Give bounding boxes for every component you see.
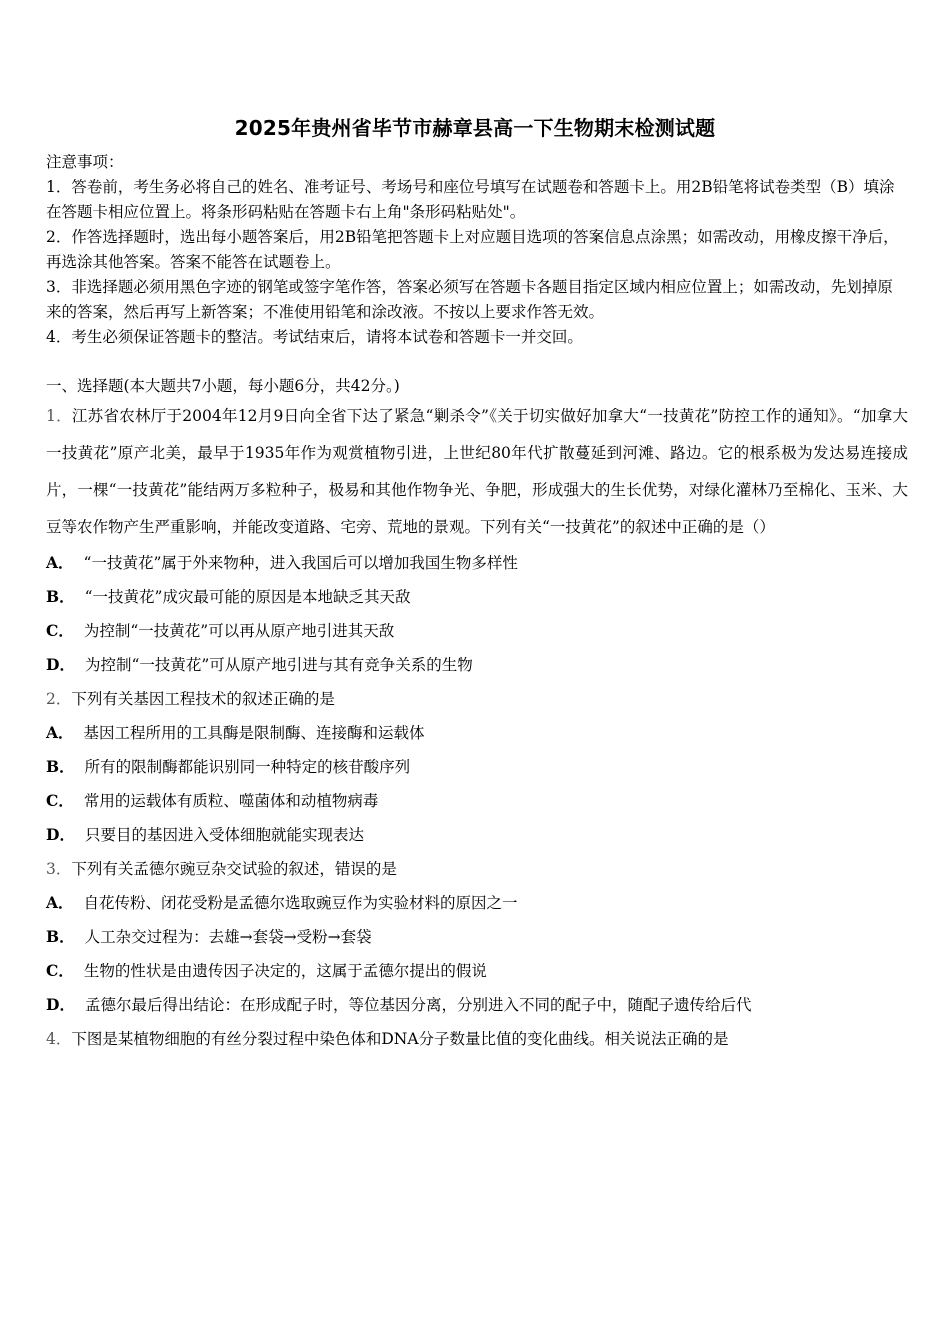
notice-heading: 注意事项： <box>46 153 124 171</box>
question-number: 1． <box>46 407 72 425</box>
option-text: 生物的性状是由遗传因子决定的，这属于孟德尔提出的假说 <box>83 962 487 980</box>
question-text: 下列有关基因工程技术的叙述正确的是 <box>71 690 335 708</box>
page-title: 2025年贵州省毕节市赫章县高一下生物期末检测试题 <box>234 116 716 140</box>
question-2-option-c <box>46 784 908 818</box>
option-letter: C． <box>46 961 74 980</box>
section-heading: 一、选择题(本大题共7小题，每小题6分，共42分。) <box>46 377 400 395</box>
option-text: 自花传粉、闭花受粉是孟德尔选取豌豆作为实验材料的原因之一 <box>83 894 518 912</box>
option-letter: A． <box>46 723 74 742</box>
question-text: 下图是某植物细胞的有丝分裂过程中染色体和DNA分子数量比值的变化曲线。相关说法正确的是 <box>71 1030 729 1048</box>
option-letter: D． <box>46 995 75 1014</box>
question-list <box>46 398 908 1056</box>
question-text: 下列有关孟德尔豌豆杂交试验的叙述，错误的是 <box>71 860 397 878</box>
option-letter: A． <box>46 553 74 572</box>
option-text: 基因工程所用的工具酶是限制酶、连接酶和运载体 <box>83 724 425 742</box>
question-number: 2． <box>46 690 72 708</box>
question-1-option-d <box>46 648 908 682</box>
option-text: 为控制“一技黄花”可以再从原产地引进其天敌 <box>83 622 395 640</box>
option-text: 为控制“一技黄花”可从原产地引进与其有竞争关系的生物 <box>84 656 473 674</box>
option-text: 孟德尔最后得出结论：在形成配子时，等位基因分离，分别进入不同的配子中，随配子遗传给后代 <box>84 996 752 1014</box>
option-letter: A． <box>46 893 74 912</box>
option-letter: C． <box>46 791 74 810</box>
notice-block <box>46 150 908 350</box>
option-text: “一技黄花”成灾最可能的原因是本地缺乏其天敌 <box>84 588 411 606</box>
question-text: 江苏省农林厅于2004年12月9日向全省下达了紧急“剿杀令”《关于切实做好加拿大“一技黄花”防控工作的通知》。“加拿大一技黄花”原产北美，最早于1935年作为观赏植物引进，上世纪80年代扩散蔓延到河滩、路边。它的根系极为发达易连接成片，一棵“一技黄花”能结两万多粒种子，极易和其他作物争光、争肥，形成强大的生长优势，对绿化灌林乃至棉化、玉米、大豆等农作物产生严重影响，并能改变道路、宅旁、荒地的景观。下列有关“一技黄花”的叙述中正确的是（） <box>46 407 908 536</box>
question-1-stem <box>46 398 908 546</box>
option-text: 所有的限制酶都能识别同一种特定的核苷酸序列 <box>84 758 411 776</box>
question-3-option-d <box>46 988 908 1022</box>
notice-item: 1．答卷前，考生务必将自己的姓名、准考证号、考场号和座位号填写在试题卷和答题卡上。用2B铅笔将试卷类型（B）填涂在答题卡相应位置上。将条形码粘贴在答题卡右上角"条形码粘贴处"。 <box>46 178 895 221</box>
option-letter: B． <box>46 757 75 776</box>
question-number: 3． <box>46 860 72 878</box>
question-1-option-c <box>46 614 908 648</box>
question-number: 4． <box>46 1030 72 1048</box>
option-letter: B． <box>46 927 75 946</box>
option-letter: B． <box>46 587 75 606</box>
notice-item: 3．非选择题必须用黑色字迹的钢笔或签字笔作答，答案必须写在答题卡各题目指定区域内相应位置上；如需改动，先划掉原来的答案，然后再写上新答案；不准使用铅笔和涂改液。不按以上要求作答无效。 <box>46 278 893 321</box>
question-3-stem <box>46 852 908 886</box>
question-2-option-d <box>46 818 908 852</box>
question-2-option-b <box>46 750 908 784</box>
option-letter: D． <box>46 825 75 844</box>
option-text: “一技黄花”属于外来物种，进入我国后可以增加我国生物多样性 <box>83 554 518 572</box>
notice-item: 4．考生必须保证答题卡的整洁。考试结束后，请将本试卷和答题卡一并交回。 <box>46 328 583 346</box>
option-text: 只要目的基因进入受体细胞就能实现表达 <box>84 826 364 844</box>
option-text: 人工杂交过程为：去雄→套袋→受粉→套袋 <box>84 928 372 946</box>
question-3-option-c <box>46 954 908 988</box>
option-letter: C． <box>46 621 74 640</box>
question-2-stem <box>46 682 908 716</box>
notice-item: 2．作答选择题时，选出每小题答案后，用2B铅笔把答题卡上对应题目选项的答案信息点涂黑；如需改动，用橡皮擦干净后，再选涂其他答案。答案不能答在试题卷上。 <box>46 228 899 271</box>
question-4-stem <box>46 1022 908 1056</box>
question-1-option-a <box>46 546 908 580</box>
question-3-option-a <box>46 886 908 920</box>
question-3-option-b <box>46 920 908 954</box>
question-1-option-b <box>46 580 908 614</box>
question-2-option-a <box>46 716 908 750</box>
option-text: 常用的运载体有质粒、噬菌体和动植物病毒 <box>83 792 379 810</box>
option-letter: D． <box>46 655 75 674</box>
